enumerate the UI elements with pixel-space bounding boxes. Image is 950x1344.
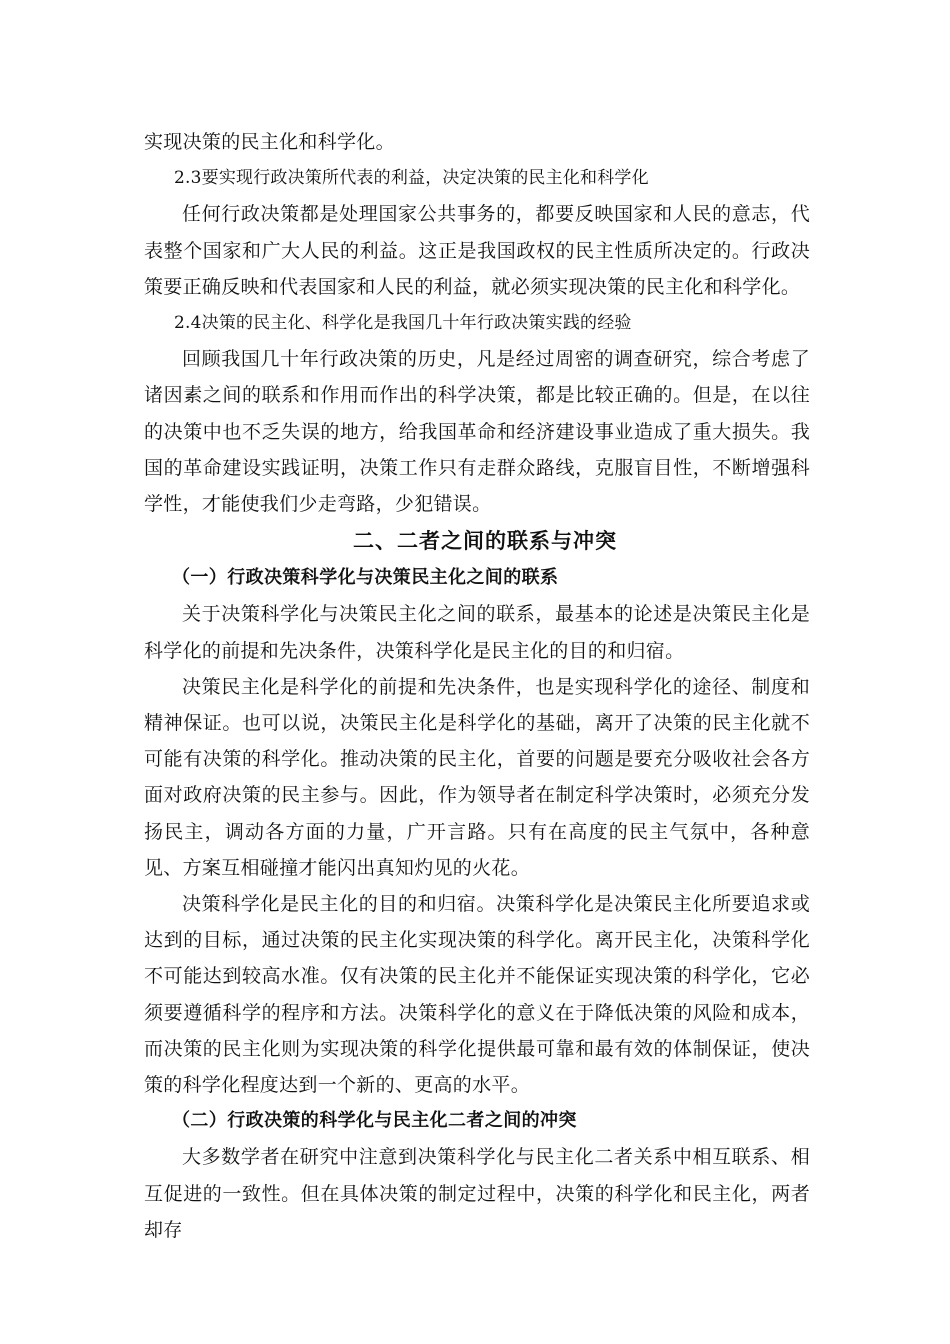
chapter-heading: 二、二者之间的联系与冲突 (353, 529, 617, 554)
paragraph-continuation: 实现决策的民主化和科学化。 (144, 131, 395, 153)
document-body (144, 124, 810, 1248)
section-2-4-title: 2.4决策的民主化、科学化是我国几十年行政决策实践的经验 (174, 313, 632, 334)
section-2-3-title: 2.3要实现行政决策所代表的利益，决定决策的民主化和科学化 (174, 168, 649, 189)
paragraph-connection-summary: 关于决策科学化与决策民主化之间的联系，最基本的论述是决策民主化是科学化的前提和先决条件，决策科学化是民主化的目的和归宿。 (144, 603, 810, 662)
paragraph-scientization: 决策科学化是民主化的目的和归宿。决策科学化是决策民主化所要追求或达到的目标，通过决策的民主化实现决策的科学化。离开民主化，决策科学化不可能达到较高水准。仅有决策的民主化并不能保证实现决策的科学化，它必须要遵循科学的程序和方法。决策科学化的意义在于降低决策的风险和成本，而决策的民主化则为实现决策的科学化提供最可靠和最有效的体制保证，使决策的科学化程度达到一个新的、更高的水平。 (144, 893, 810, 1097)
paragraph-interests: 任何行政决策都是处理国家公共事务的，都要反映国家和人民的意志，代表整个国家和广大人民的利益。这正是我国政权的民主性质所决定的。行政决策要正确反映和代表国家和人民的利益，就必须实现决策的民主化和科学化。 (144, 203, 810, 298)
paragraph-conflict: 大多数学者在研究中注意到决策科学化与民主化二者关系中相互联系、相互促进的一致性。但在具体决策的制定过程中，决策的科学化和民主化，两者却存 (144, 1146, 810, 1241)
paragraph-democratization: 决策民主化是科学化的前提和先决条件，也是实现科学化的途径、制度和精神保证。也可以说，决策民主化是科学化的基础，离开了决策的民主化就不可能有决策的科学化。推动决策的民主化，首要的问题是要充分吸收社会各方面对政府决策的民主参与。因此，作为领导者在制定科学决策时，必须充分发扬民主，调动各方面的力量，广开言路。只有在高度的民主气氛中，各种意见、方案互相碰撞才能闪出真知灼见的火花。 (144, 675, 810, 879)
paragraph-history: 回顾我国几十年行政决策的历史，凡是经过周密的调查研究，综合考虑了诸因素之间的联系和作用而作出的科学决策，都是比较正确的。但是，在以往的决策中也不乏失误的地方，给我国革命和经济建设事业造成了重大损失。我国的革命建设实践证明，决策工作只有走群众路线，克服盲目性，不断增强科学性，才能使我们少走弯路，少犯错误。 (144, 348, 810, 516)
subsection-heading-conflict: （二）行政决策的科学化与民主化二者之间的冲突 (172, 1110, 577, 1132)
subsection-heading-connection: （一）行政决策科学化与决策民主化之间的联系 (172, 567, 559, 589)
